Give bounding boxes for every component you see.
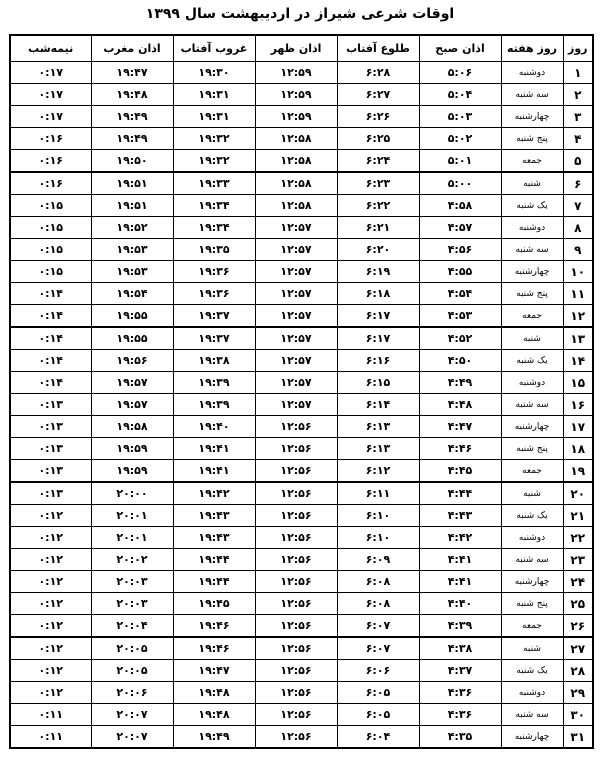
- sunrise-time-cell: ۶:۰۶: [337, 660, 419, 682]
- sunset-time-cell: ۱۹:۳۵: [173, 239, 255, 261]
- weekday-cell: جمعه: [501, 305, 563, 328]
- maghrib-time-cell: ۱۹:۵۷: [91, 394, 173, 416]
- midnight-time-cell: ۰:۱۵: [10, 195, 91, 217]
- sunrise-time-cell: ۶:۱۱: [337, 482, 419, 505]
- header-fajr: اذان صبح: [419, 35, 501, 62]
- weekday-cell: سه شنبه: [501, 239, 563, 261]
- weekday-cell: پنج شنبه: [501, 438, 563, 460]
- fajr-time-cell: ۴:۴۴: [419, 482, 501, 505]
- maghrib-time-cell: ۱۹:۵۶: [91, 350, 173, 372]
- prayer-times-table: [9, 34, 594, 749]
- sunrise-time-cell: ۶:۲۴: [337, 150, 419, 173]
- sunrise-time-cell: ۶:۰۵: [337, 704, 419, 726]
- dhuhr-time-cell: ۱۲:۵۶: [255, 527, 337, 549]
- midnight-time-cell: ۰:۱۶: [10, 128, 91, 150]
- fajr-time-cell: ۵:۰۰: [419, 172, 501, 195]
- maghrib-time-cell: ۲۰:۰۰: [91, 482, 173, 505]
- dhuhr-time-cell: ۱۲:۵۸: [255, 195, 337, 217]
- midnight-time-cell: ۰:۱۲: [10, 637, 91, 660]
- day-number-cell: ۱۱: [563, 283, 593, 305]
- dhuhr-time-cell: ۱۲:۵۶: [255, 416, 337, 438]
- sunset-time-cell: ۱۹:۴۳: [173, 505, 255, 527]
- day-number-cell: ۱۹: [563, 460, 593, 483]
- fajr-time-cell: ۵:۰۶: [419, 62, 501, 84]
- fajr-time-cell: ۴:۴۳: [419, 505, 501, 527]
- maghrib-time-cell: ۲۰:۰۵: [91, 637, 173, 660]
- fajr-time-cell: ۴:۳۶: [419, 704, 501, 726]
- table-row: [10, 505, 593, 527]
- maghrib-time-cell: ۱۹:۵۹: [91, 438, 173, 460]
- header-weekday: روز هفته: [501, 35, 563, 62]
- header-midnight: نیمه‌شب: [10, 35, 91, 62]
- midnight-time-cell: ۰:۱۵: [10, 261, 91, 283]
- midnight-time-cell: ۰:۱۳: [10, 482, 91, 505]
- maghrib-time-cell: ۲۰:۰۷: [91, 726, 173, 749]
- day-number-cell: ۳: [563, 106, 593, 128]
- fajr-time-cell: ۵:۰۳: [419, 106, 501, 128]
- maghrib-time-cell: ۱۹:۴۹: [91, 128, 173, 150]
- sunrise-time-cell: ۶:۲۳: [337, 172, 419, 195]
- table-row: [10, 195, 593, 217]
- header-sunset: غروب آفتاب: [173, 35, 255, 62]
- dhuhr-time-cell: ۱۲:۵۹: [255, 106, 337, 128]
- midnight-time-cell: ۰:۱۴: [10, 283, 91, 305]
- midnight-time-cell: ۰:۱۲: [10, 660, 91, 682]
- dhuhr-time-cell: ۱۲:۵۷: [255, 283, 337, 305]
- table-row: [10, 571, 593, 593]
- sunset-time-cell: ۱۹:۳۴: [173, 195, 255, 217]
- sunrise-time-cell: ۶:۱۷: [337, 327, 419, 350]
- maghrib-time-cell: ۲۰:۰۳: [91, 571, 173, 593]
- sunset-time-cell: ۱۹:۳۲: [173, 128, 255, 150]
- header-day-number: روز: [563, 35, 593, 62]
- table-row: [10, 172, 593, 195]
- sunrise-time-cell: ۶:۱۰: [337, 505, 419, 527]
- weekday-cell: یک شنبه: [501, 505, 563, 527]
- dhuhr-time-cell: ۱۲:۵۷: [255, 261, 337, 283]
- sunrise-time-cell: ۶:۲۰: [337, 239, 419, 261]
- fajr-time-cell: ۵:۰۲: [419, 128, 501, 150]
- maghrib-time-cell: ۱۹:۵۵: [91, 327, 173, 350]
- table-row: [10, 615, 593, 638]
- sunset-time-cell: ۱۹:۴۸: [173, 682, 255, 704]
- weekday-cell: شنبه: [501, 637, 563, 660]
- midnight-time-cell: ۰:۱۶: [10, 150, 91, 173]
- sunset-time-cell: ۱۹:۳۷: [173, 327, 255, 350]
- weekday-cell: یک شنبه: [501, 660, 563, 682]
- day-number-cell: ۱۸: [563, 438, 593, 460]
- day-number-cell: ۲: [563, 84, 593, 106]
- table-row: [10, 637, 593, 660]
- maghrib-time-cell: ۱۹:۵۳: [91, 261, 173, 283]
- dhuhr-time-cell: ۱۲:۵۶: [255, 549, 337, 571]
- day-number-cell: ۱۶: [563, 394, 593, 416]
- dhuhr-time-cell: ۱۲:۵۸: [255, 172, 337, 195]
- weekday-cell: دوشنبه: [501, 372, 563, 394]
- sunset-time-cell: ۱۹:۳۸: [173, 350, 255, 372]
- sunrise-time-cell: ۶:۱۳: [337, 416, 419, 438]
- midnight-time-cell: ۰:۱۲: [10, 571, 91, 593]
- dhuhr-time-cell: ۱۲:۵۸: [255, 128, 337, 150]
- day-number-cell: ۱۲: [563, 305, 593, 328]
- table-row: [10, 327, 593, 350]
- sunrise-time-cell: ۶:۱۵: [337, 372, 419, 394]
- fajr-time-cell: ۴:۵۵: [419, 261, 501, 283]
- fajr-time-cell: ۴:۴۲: [419, 527, 501, 549]
- sunrise-time-cell: ۶:۰۵: [337, 682, 419, 704]
- sunset-time-cell: ۱۹:۴۶: [173, 615, 255, 638]
- day-number-cell: ۷: [563, 195, 593, 217]
- midnight-time-cell: ۰:۱۴: [10, 350, 91, 372]
- sunrise-time-cell: ۶:۰۴: [337, 726, 419, 749]
- dhuhr-time-cell: ۱۲:۵۶: [255, 660, 337, 682]
- dhuhr-time-cell: ۱۲:۵۶: [255, 438, 337, 460]
- maghrib-time-cell: ۲۰:۰۳: [91, 593, 173, 615]
- dhuhr-time-cell: ۱۲:۵۶: [255, 482, 337, 505]
- sunset-time-cell: ۱۹:۴۴: [173, 549, 255, 571]
- midnight-time-cell: ۰:۱۴: [10, 327, 91, 350]
- sunrise-time-cell: ۶:۰۸: [337, 571, 419, 593]
- weekday-cell: چهارشنبه: [501, 261, 563, 283]
- midnight-time-cell: ۰:۱۱: [10, 726, 91, 749]
- maghrib-time-cell: ۱۹:۵۱: [91, 172, 173, 195]
- table-row: [10, 305, 593, 328]
- maghrib-time-cell: ۱۹:۵۰: [91, 150, 173, 173]
- table-row: [10, 261, 593, 283]
- sunrise-time-cell: ۶:۰۸: [337, 593, 419, 615]
- table-row: [10, 84, 593, 106]
- sunset-time-cell: ۱۹:۴۵: [173, 593, 255, 615]
- table-row: [10, 660, 593, 682]
- maghrib-time-cell: ۱۹:۴۷: [91, 62, 173, 84]
- fajr-time-cell: ۴:۴۶: [419, 438, 501, 460]
- sunrise-time-cell: ۶:۲۸: [337, 62, 419, 84]
- table-row: [10, 128, 593, 150]
- table-row: [10, 62, 593, 84]
- dhuhr-time-cell: ۱۲:۵۶: [255, 505, 337, 527]
- day-number-cell: ۶: [563, 172, 593, 195]
- table-row: [10, 438, 593, 460]
- midnight-time-cell: ۰:۱۲: [10, 527, 91, 549]
- dhuhr-time-cell: ۱۲:۵۶: [255, 593, 337, 615]
- midnight-time-cell: ۰:۱۳: [10, 438, 91, 460]
- sunset-time-cell: ۱۹:۳۶: [173, 261, 255, 283]
- table-row: [10, 394, 593, 416]
- sunrise-time-cell: ۶:۱۶: [337, 350, 419, 372]
- day-number-cell: ۳۰: [563, 704, 593, 726]
- sunrise-time-cell: ۶:۲۱: [337, 217, 419, 239]
- maghrib-time-cell: ۱۹:۵۷: [91, 372, 173, 394]
- maghrib-time-cell: ۲۰:۰۶: [91, 682, 173, 704]
- weekday-cell: سه شنبه: [501, 704, 563, 726]
- fajr-time-cell: ۴:۵۷: [419, 217, 501, 239]
- fajr-time-cell: ۴:۳۸: [419, 637, 501, 660]
- dhuhr-time-cell: ۱۲:۵۷: [255, 350, 337, 372]
- fajr-time-cell: ۵:۰۱: [419, 150, 501, 173]
- sunrise-time-cell: ۶:۰۷: [337, 637, 419, 660]
- midnight-time-cell: ۰:۱۳: [10, 416, 91, 438]
- midnight-time-cell: ۰:۱۲: [10, 505, 91, 527]
- table-row: [10, 549, 593, 571]
- table-row: [10, 217, 593, 239]
- maghrib-time-cell: ۱۹:۴۹: [91, 106, 173, 128]
- sunset-time-cell: ۱۹:۳۱: [173, 106, 255, 128]
- fajr-time-cell: ۵:۰۴: [419, 84, 501, 106]
- dhuhr-time-cell: ۱۲:۵۷: [255, 394, 337, 416]
- day-number-cell: ۸: [563, 217, 593, 239]
- weekday-cell: جمعه: [501, 460, 563, 483]
- table-row: [10, 704, 593, 726]
- weekday-cell: دوشنبه: [501, 62, 563, 84]
- sunset-time-cell: ۱۹:۴۶: [173, 637, 255, 660]
- sunset-time-cell: ۱۹:۳۱: [173, 84, 255, 106]
- midnight-time-cell: ۰:۱۴: [10, 372, 91, 394]
- day-number-cell: ۴: [563, 128, 593, 150]
- dhuhr-time-cell: ۱۲:۵۶: [255, 615, 337, 638]
- sunset-time-cell: ۱۹:۴۱: [173, 460, 255, 483]
- weekday-cell: چهارشنبه: [501, 106, 563, 128]
- table-row: [10, 106, 593, 128]
- fajr-time-cell: ۴:۵۳: [419, 305, 501, 328]
- dhuhr-time-cell: ۱۲:۵۹: [255, 84, 337, 106]
- sunrise-time-cell: ۶:۱۰: [337, 527, 419, 549]
- table-row: [10, 239, 593, 261]
- fajr-time-cell: ۴:۴۰: [419, 593, 501, 615]
- midnight-time-cell: ۰:۱۵: [10, 217, 91, 239]
- weekday-cell: یک شنبه: [501, 350, 563, 372]
- maghrib-time-cell: ۲۰:۰۵: [91, 660, 173, 682]
- table-row: [10, 372, 593, 394]
- day-number-cell: ۲۳: [563, 549, 593, 571]
- day-number-cell: ۱۴: [563, 350, 593, 372]
- maghrib-time-cell: ۱۹:۵۵: [91, 305, 173, 328]
- maghrib-time-cell: ۲۰:۰۱: [91, 527, 173, 549]
- fajr-time-cell: ۴:۴۹: [419, 372, 501, 394]
- sunset-time-cell: ۱۹:۳۹: [173, 372, 255, 394]
- fajr-time-cell: ۴:۳۵: [419, 726, 501, 749]
- sunset-time-cell: ۱۹:۴۰: [173, 416, 255, 438]
- table-row: [10, 682, 593, 704]
- day-number-cell: ۲۵: [563, 593, 593, 615]
- fajr-time-cell: ۴:۵۲: [419, 327, 501, 350]
- table-row: [10, 416, 593, 438]
- sunrise-time-cell: ۶:۲۵: [337, 128, 419, 150]
- fajr-time-cell: ۴:۴۷: [419, 416, 501, 438]
- weekday-cell: جمعه: [501, 150, 563, 173]
- dhuhr-time-cell: ۱۲:۵۶: [255, 726, 337, 749]
- fajr-time-cell: ۴:۵۶: [419, 239, 501, 261]
- day-number-cell: ۳۱: [563, 726, 593, 749]
- table-row: [10, 150, 593, 173]
- weekday-cell: دوشنبه: [501, 682, 563, 704]
- weekday-cell: شنبه: [501, 482, 563, 505]
- sunset-time-cell: ۱۹:۳۶: [173, 283, 255, 305]
- sunset-time-cell: ۱۹:۳۹: [173, 394, 255, 416]
- fajr-time-cell: ۴:۳۷: [419, 660, 501, 682]
- midnight-time-cell: ۰:۱۶: [10, 172, 91, 195]
- sunset-time-cell: ۱۹:۴۷: [173, 660, 255, 682]
- dhuhr-time-cell: ۱۲:۵۷: [255, 239, 337, 261]
- maghrib-time-cell: ۲۰:۰۴: [91, 615, 173, 638]
- day-number-cell: ۱۳: [563, 327, 593, 350]
- day-number-cell: ۱: [563, 62, 593, 84]
- midnight-time-cell: ۰:۱۳: [10, 394, 91, 416]
- day-number-cell: ۲۲: [563, 527, 593, 549]
- weekday-cell: پنج شنبه: [501, 128, 563, 150]
- maghrib-time-cell: ۲۰:۰۱: [91, 505, 173, 527]
- day-number-cell: ۲۰: [563, 482, 593, 505]
- sunset-time-cell: ۱۹:۴۲: [173, 482, 255, 505]
- day-number-cell: ۹: [563, 239, 593, 261]
- weekday-cell: چهارشنبه: [501, 571, 563, 593]
- sunrise-time-cell: ۶:۱۲: [337, 460, 419, 483]
- dhuhr-time-cell: ۱۲:۵۶: [255, 637, 337, 660]
- table-row: [10, 283, 593, 305]
- weekday-cell: پنج شنبه: [501, 593, 563, 615]
- fajr-time-cell: ۴:۴۱: [419, 549, 501, 571]
- table-row: [10, 726, 593, 749]
- table-row: [10, 527, 593, 549]
- header-sunrise: طلوع آفتاب: [337, 35, 419, 62]
- maghrib-time-cell: ۱۹:۵۴: [91, 283, 173, 305]
- sunrise-time-cell: ۶:۱۹: [337, 261, 419, 283]
- fajr-time-cell: ۴:۳۹: [419, 615, 501, 638]
- maghrib-time-cell: ۱۹:۵۹: [91, 460, 173, 483]
- header-dhuhr: اذان ظهر: [255, 35, 337, 62]
- sunset-time-cell: ۱۹:۳۷: [173, 305, 255, 328]
- weekday-cell: شنبه: [501, 172, 563, 195]
- sunset-time-cell: ۱۹:۳۳: [173, 172, 255, 195]
- maghrib-time-cell: ۱۹:۴۸: [91, 84, 173, 106]
- weekday-cell: شنبه: [501, 327, 563, 350]
- weekday-cell: سه شنبه: [501, 84, 563, 106]
- midnight-time-cell: ۰:۱۲: [10, 549, 91, 571]
- weekday-cell: دوشنبه: [501, 527, 563, 549]
- sunset-time-cell: ۱۹:۴۴: [173, 571, 255, 593]
- maghrib-time-cell: ۱۹:۵۸: [91, 416, 173, 438]
- day-number-cell: ۱۷: [563, 416, 593, 438]
- sunset-time-cell: ۱۹:۴۸: [173, 704, 255, 726]
- dhuhr-time-cell: ۱۲:۵۶: [255, 704, 337, 726]
- sunrise-time-cell: ۶:۲۶: [337, 106, 419, 128]
- midnight-time-cell: ۰:۱۷: [10, 84, 91, 106]
- weekday-cell: سه شنبه: [501, 394, 563, 416]
- day-number-cell: ۲۸: [563, 660, 593, 682]
- midnight-time-cell: ۰:۱۲: [10, 593, 91, 615]
- sunrise-time-cell: ۶:۲۷: [337, 84, 419, 106]
- sunrise-time-cell: ۶:۱۳: [337, 438, 419, 460]
- day-number-cell: ۲۱: [563, 505, 593, 527]
- weekday-cell: چهارشنبه: [501, 726, 563, 749]
- header-maghrib: اذان مغرب: [91, 35, 173, 62]
- day-number-cell: ۵: [563, 150, 593, 173]
- day-number-cell: ۲۶: [563, 615, 593, 638]
- weekday-cell: دوشنبه: [501, 217, 563, 239]
- fajr-time-cell: ۴:۵۴: [419, 283, 501, 305]
- sunrise-time-cell: ۶:۱۸: [337, 283, 419, 305]
- dhuhr-time-cell: ۱۲:۵۷: [255, 372, 337, 394]
- midnight-time-cell: ۰:۱۴: [10, 305, 91, 328]
- midnight-time-cell: ۰:۱۵: [10, 239, 91, 261]
- table-header-row: [10, 35, 593, 62]
- fajr-time-cell: ۴:۴۸: [419, 394, 501, 416]
- table-row: [10, 350, 593, 372]
- day-number-cell: ۲۴: [563, 571, 593, 593]
- table-row: [10, 482, 593, 505]
- sunrise-time-cell: ۶:۱۷: [337, 305, 419, 328]
- dhuhr-time-cell: ۱۲:۵۸: [255, 150, 337, 173]
- maghrib-time-cell: ۲۰:۰۲: [91, 549, 173, 571]
- fajr-time-cell: ۴:۵۰: [419, 350, 501, 372]
- midnight-time-cell: ۰:۱۳: [10, 460, 91, 483]
- fajr-time-cell: ۴:۴۵: [419, 460, 501, 483]
- midnight-time-cell: ۰:۱۲: [10, 615, 91, 638]
- fajr-time-cell: ۴:۳۶: [419, 682, 501, 704]
- sunset-time-cell: ۱۹:۳۴: [173, 217, 255, 239]
- sunset-time-cell: ۱۹:۴۳: [173, 527, 255, 549]
- maghrib-time-cell: ۲۰:۰۷: [91, 704, 173, 726]
- day-number-cell: ۲۷: [563, 637, 593, 660]
- sunrise-time-cell: ۶:۱۴: [337, 394, 419, 416]
- fajr-time-cell: ۴:۵۸: [419, 195, 501, 217]
- sunrise-time-cell: ۶:۰۷: [337, 615, 419, 638]
- dhuhr-time-cell: ۱۲:۵۹: [255, 62, 337, 84]
- table-row: [10, 460, 593, 483]
- midnight-time-cell: ۰:۱۲: [10, 682, 91, 704]
- sunrise-time-cell: ۶:۰۹: [337, 549, 419, 571]
- day-number-cell: ۲۹: [563, 682, 593, 704]
- weekday-cell: جمعه: [501, 615, 563, 638]
- sunset-time-cell: ۱۹:۴۹: [173, 726, 255, 749]
- dhuhr-time-cell: ۱۲:۵۷: [255, 305, 337, 328]
- table-row: [10, 593, 593, 615]
- sunset-time-cell: ۱۹:۴۱: [173, 438, 255, 460]
- weekday-cell: یک شنبه: [501, 195, 563, 217]
- weekday-cell: پنج شنبه: [501, 283, 563, 305]
- maghrib-time-cell: ۱۹:۵۳: [91, 239, 173, 261]
- page-title: اوقات شرعی شیراز در اردیبهشت سال ۱۳۹۹: [145, 6, 455, 22]
- dhuhr-time-cell: ۱۲:۵۶: [255, 571, 337, 593]
- midnight-time-cell: ۰:۱۱: [10, 704, 91, 726]
- dhuhr-time-cell: ۱۲:۵۶: [255, 682, 337, 704]
- midnight-time-cell: ۰:۱۷: [10, 106, 91, 128]
- sunrise-time-cell: ۶:۲۲: [337, 195, 419, 217]
- day-number-cell: ۱۵: [563, 372, 593, 394]
- maghrib-time-cell: ۱۹:۵۱: [91, 195, 173, 217]
- fajr-time-cell: ۴:۴۱: [419, 571, 501, 593]
- sunset-time-cell: ۱۹:۳۰: [173, 62, 255, 84]
- dhuhr-time-cell: ۱۲:۵۷: [255, 217, 337, 239]
- day-number-cell: ۱۰: [563, 261, 593, 283]
- dhuhr-time-cell: ۱۲:۵۶: [255, 460, 337, 483]
- weekday-cell: چهارشنبه: [501, 416, 563, 438]
- midnight-time-cell: ۰:۱۷: [10, 62, 91, 84]
- maghrib-time-cell: ۱۹:۵۲: [91, 217, 173, 239]
- weekday-cell: سه شنبه: [501, 549, 563, 571]
- sunset-time-cell: ۱۹:۳۲: [173, 150, 255, 173]
- dhuhr-time-cell: ۱۲:۵۷: [255, 327, 337, 350]
